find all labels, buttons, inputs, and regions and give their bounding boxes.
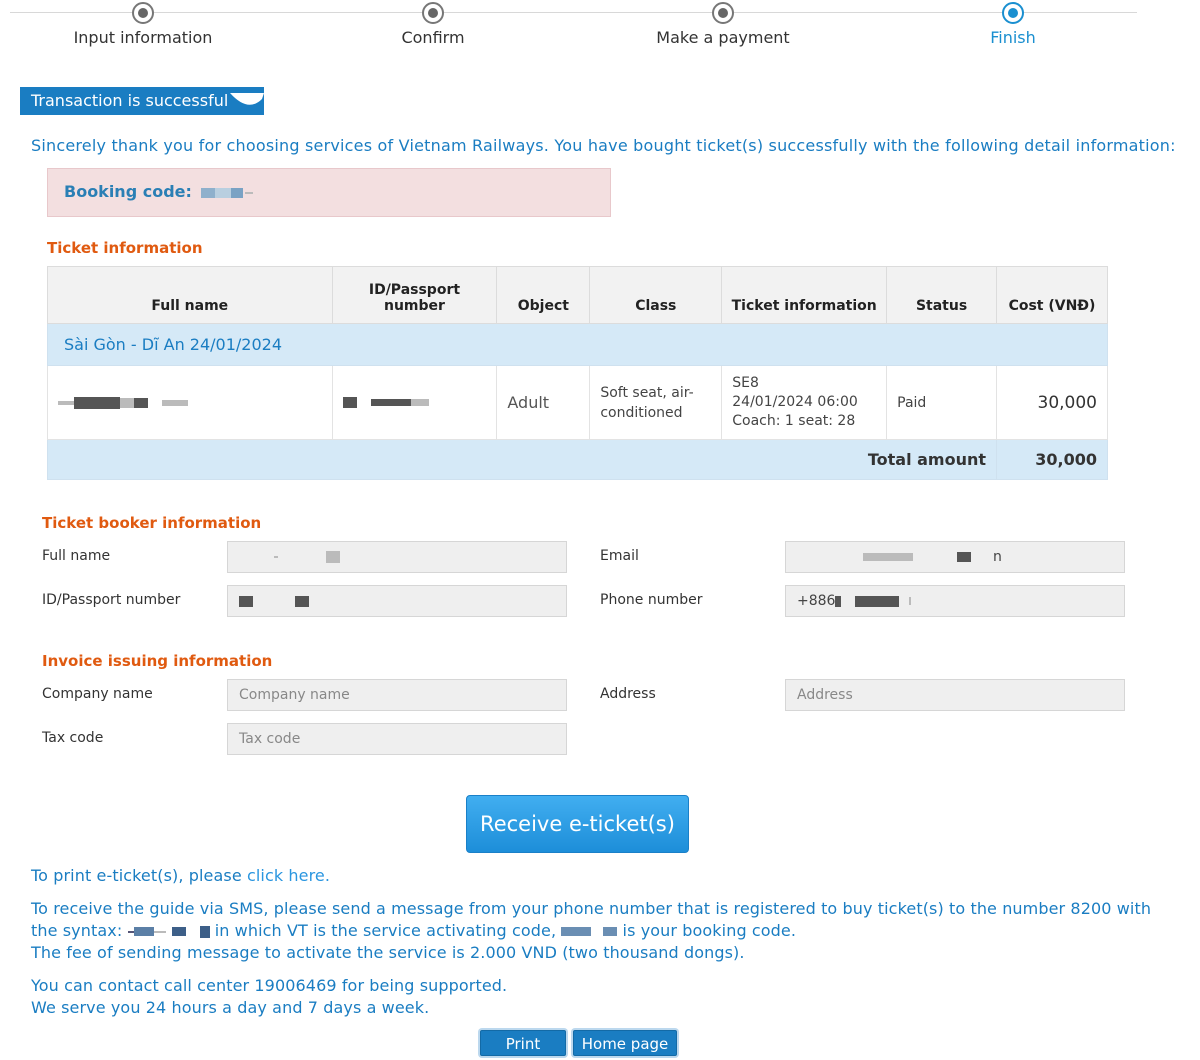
step-label: Confirm [401,28,465,47]
receive-eticket-button[interactable]: Receive e-ticket(s) [466,795,689,853]
phone-prefix: +886 [797,593,836,609]
route-text: Sài Gòn - Dĩ An 24/01/2024 [48,324,1108,366]
progress-stepper [0,0,1200,60]
booker-full-name-label: Full name [42,548,111,564]
total-row [48,440,1108,480]
sms-booking-redacted [561,921,617,940]
step-label: Input information [73,28,213,47]
col-header-full-name: Full name [48,267,333,324]
booker-phone-field[interactable] [785,585,1125,617]
company-name-input[interactable]: Company name [227,679,567,711]
booking-code-label [64,182,253,201]
passenger-object: Adult [497,366,590,440]
ticket-table [47,266,1108,480]
booking-code-redacted [201,182,253,201]
contact-note-line2: We serve you 24 hours a day and 7 days a week. [31,998,430,1017]
tax-code-input[interactable]: Tax code [227,723,567,755]
departure-time: 24/01/2024 06:00 [732,394,858,410]
booker-full-name-field[interactable] [227,541,567,573]
passenger-name-redacted [48,366,333,440]
col-header-ticket-info: Ticket information [722,267,887,324]
seat-class: Soft seat, air-conditioned [590,366,722,440]
booking-code-label-text: Booking code: [64,182,192,201]
address-label: Address [600,686,656,702]
email-suffix: n [993,549,1002,565]
print-note-text: To print e-ticket(s), please [31,866,247,885]
sms-note [31,898,1151,964]
success-banner [20,87,264,115]
contact-note-line1: You can contact call center 19006469 for being supported. [31,976,508,995]
sms-note-line1: To receive the guide via SMS, please send a message from your phone number that is registered to buy ticket(s) to the number 8200 with [31,899,1152,918]
sms-syntax-redacted [128,921,210,940]
banner-swoosh-icon [228,91,264,113]
step-finish [913,2,1113,47]
success-banner-text: Transaction is successful [31,91,229,110]
intro-text: Sincerely thank you for choosing services of Vietnam Railways. You have bought ticket(s) successfully with the following detail information: [31,136,1176,155]
ticket-info-title: Ticket information [47,239,203,257]
booker-id-label: ID/Passport number [42,592,181,608]
step-label: Make a payment [656,28,790,47]
route-row [48,324,1108,366]
print-click-here-link[interactable]: click here. [246,866,331,885]
booker-id-field[interactable] [227,585,567,617]
invoice-info-title: Invoice issuing information [42,652,273,670]
step-dot-icon [712,2,734,24]
step-make-payment [623,2,823,47]
booking-code-box [47,168,611,217]
sms-note-line3: The fee of sending message to activate the service is 2.000 VND (two thousand dongs). [31,943,745,962]
booker-phone-label: Phone number [600,592,703,608]
company-name-label: Company name [42,686,153,702]
train-code: SE8 [732,375,759,391]
ticket-table-header [48,267,1108,324]
col-header-id: ID/Passport number [332,267,497,324]
step-confirm [333,2,533,47]
col-header-class: Class [590,267,722,324]
ticket-cost: 30,000 [997,366,1108,440]
sms-booking-explanation: is your booking code. [622,921,797,940]
contact-note [31,975,507,1019]
step-label: Finish [990,28,1036,47]
passenger-id-redacted [332,366,497,440]
ticket-details [722,366,887,440]
print-note [31,865,330,887]
booker-info-title: Ticket booker information [42,514,262,532]
tax-code-label: Tax code [42,730,104,746]
sms-note-line2 [31,920,1151,942]
coach-seat: Coach: 1 seat: 28 [732,413,856,429]
step-dot-icon [422,2,444,24]
col-header-status: Status [887,267,997,324]
total-value: 30,000 [997,440,1108,480]
booker-email-label: Email [600,548,639,564]
sms-syntax-label: the syntax: [31,921,123,940]
address-input[interactable]: Address [785,679,1125,711]
step-dot-icon [132,2,154,24]
booker-email-field[interactable] [785,541,1125,573]
step-input-information [43,2,243,47]
sms-vt-explanation: in which VT is the service activating code, [214,921,557,940]
table-row [48,366,1108,440]
col-header-cost: Cost (VNĐ) [997,267,1108,324]
total-label: Total amount [48,440,997,480]
ticket-status: Paid [887,366,997,440]
step-dot-active-icon [1002,2,1024,24]
print-button[interactable]: Print [480,1030,566,1056]
home-page-button[interactable]: Home page [573,1030,677,1056]
col-header-object: Object [497,267,590,324]
